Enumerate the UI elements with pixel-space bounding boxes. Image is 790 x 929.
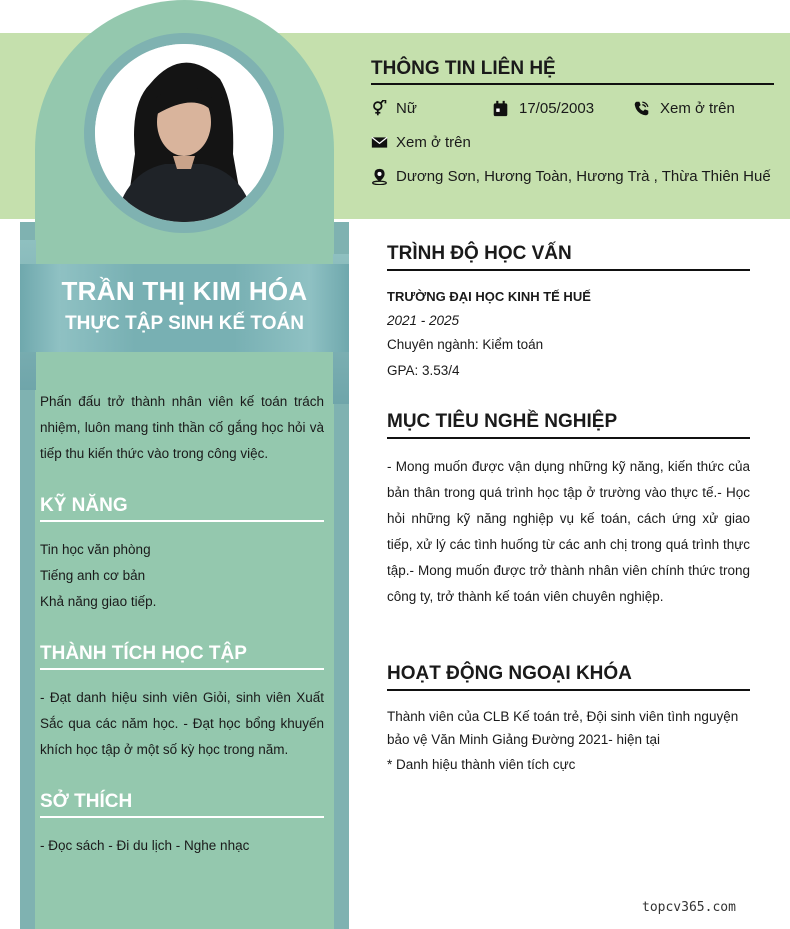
address-value: Dương Sơn, Hương Toàn, Hương Trà , Thừa Thiên Huế (396, 168, 771, 185)
avatar (95, 44, 273, 222)
education-school: TRƯỜNG ĐẠI HỌC KINH TẾ HUẾ (387, 289, 591, 304)
objective-text: - Mong muốn được vận dụng những kỹ năng, kiến thức của bản thân trong quá trình học tập ở trường vào thực tế.- Học hỏi những kỹ năng nghiệp vụ kế toán, cách ứng xử giao tiếp, xử lý các tình huống từ các anh chị trong quá trình thực tập.- Mong muốn được trở thành nhân viên chính thức trong công ty, trở thành kế toán viên chuyên nghiệp. (387, 459, 750, 604)
candidate-name: TRẦN THỊ KIM HÓA (61, 276, 308, 306)
education-heading: TRÌNH ĐỘ HỌC VẤN (387, 243, 750, 271)
gender-icon (371, 100, 388, 117)
activities-line: Thành viên của CLB Kế toán trẻ, Đội sinh viên tình nguyện bảo vệ Văn Minh Giảng Đường 2021- hiện tại (387, 709, 739, 747)
skill-item: Tiếng anh cơ bản (40, 568, 146, 583)
skill-item: Tin học văn phòng (40, 542, 151, 557)
activities-block (387, 705, 750, 776)
objective-heading: MỤC TIÊU NGHỀ NGHIỆP (387, 411, 750, 439)
hobbies-text: - Đọc sách - Đi du lịch - Nghe nhạc (40, 838, 250, 853)
hobbies-heading: SỞ THÍCH (40, 791, 324, 818)
contact-gender (371, 100, 417, 117)
contact-address (371, 168, 771, 185)
education-major: Chuyên ngành: Kiểm toán (387, 337, 544, 352)
achievements-text: - Đạt danh hiệu sinh viên Giỏi, sinh viên Xuất Sắc qua các năm học. - Đạt học bổng khuyến khích học tập ở một số kỳ học trong năm. (40, 690, 324, 757)
gender-value: Nữ (396, 100, 417, 117)
contact-phone (633, 100, 735, 117)
summary-text: Phấn đấu trở thành nhân viên kế toán trách nhiệm, luôn mang tinh thần cố gắng học hỏi và tiếp thu kiến thức vào trong công việc. (40, 394, 324, 461)
contact-birthdate (492, 100, 594, 117)
contact-email (371, 134, 471, 151)
phone-value: Xem ở trên (660, 100, 735, 117)
email-icon (371, 134, 388, 151)
avatar-photo (95, 44, 273, 222)
education-period: 2021 - 2025 (387, 313, 460, 328)
location-pin-icon (371, 168, 388, 185)
skills-list (40, 537, 324, 615)
activities-line: * Danh hiệu thành viên tích cực (387, 757, 576, 772)
phone-icon (633, 100, 650, 117)
skill-item: Khả năng giao tiếp. (40, 594, 157, 609)
contact-heading: THÔNG TIN LIÊN HỆ (371, 58, 774, 85)
skills-heading: KỸ NĂNG (40, 495, 324, 522)
calendar-icon (492, 100, 509, 117)
email-value: Xem ở trên (396, 134, 471, 151)
education-gpa: GPA: 3.53/4 (387, 363, 460, 378)
candidate-role: THỰC TẬP SINH KẾ TOÁN (65, 313, 304, 334)
education-block (387, 284, 750, 384)
activities-heading: HOẠT ĐỘNG NGOẠI KHÓA (387, 663, 750, 691)
footer-site: topcv365.com (642, 900, 736, 915)
achievements-heading: THÀNH TÍCH HỌC TẬP (40, 643, 324, 670)
birthdate-value: 17/05/2003 (519, 100, 595, 117)
